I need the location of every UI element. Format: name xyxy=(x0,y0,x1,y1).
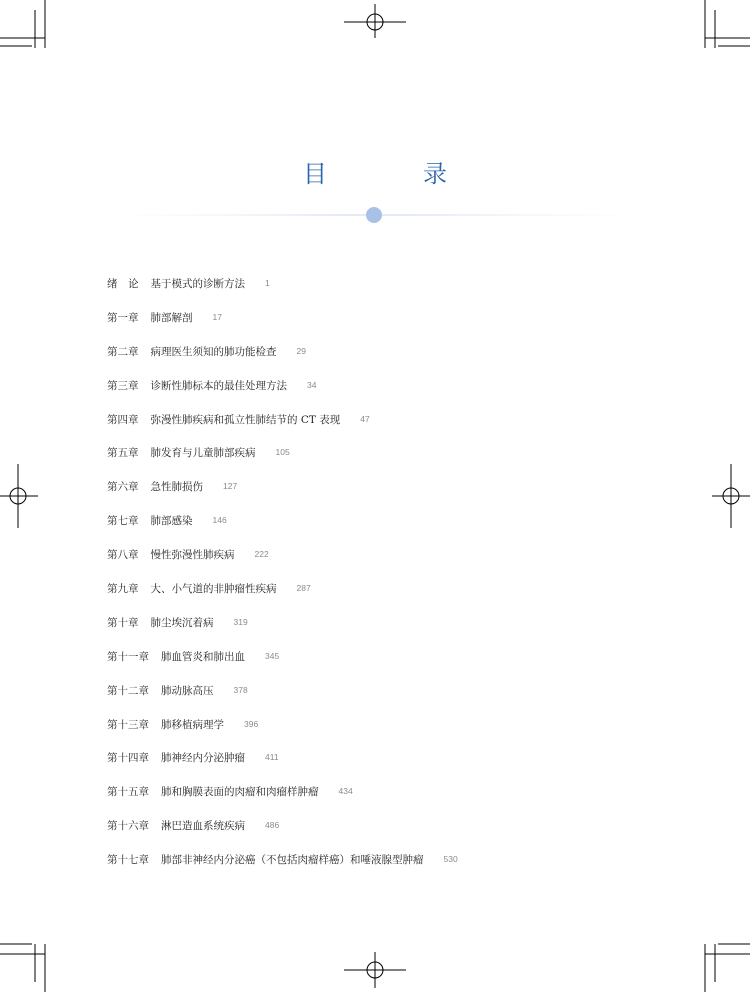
toc-page-number: 434 xyxy=(338,786,353,797)
toc-page-number: 411 xyxy=(265,752,279,763)
crop-mark-top-right xyxy=(705,0,750,48)
toc-page-number: 222 xyxy=(254,549,269,560)
toc-title: 急性肺损伤 xyxy=(150,481,203,494)
toc-title: 病理医生须知的肺功能检查 xyxy=(150,345,277,358)
page-title: 目 录 xyxy=(303,160,483,188)
toc-title: 基于模式的诊断方法 xyxy=(150,278,245,290)
toc-chapter: 第八章 xyxy=(107,549,139,562)
toc-entry[interactable] xyxy=(107,513,458,547)
toc-title: 诊断性肺标本的最佳处理方法 xyxy=(150,379,287,392)
toc-chapter: 第一章 xyxy=(107,311,139,324)
toc-page-number: 345 xyxy=(265,650,280,661)
toc-chapter: 第二章 xyxy=(107,345,139,358)
toc-chapter: 第十章 xyxy=(107,616,139,629)
toc-title: 弥漫性肺疾病和孤立性肺结节的 CT 表现 xyxy=(150,413,341,426)
registration-mark-bottom xyxy=(344,952,406,988)
toc-page-number: 378 xyxy=(233,684,248,695)
toc-chapter: 第十五章 xyxy=(107,786,149,799)
toc-title: 肺部非神经内分泌癌（不包括肉瘤样癌）和唾液腺型肿瘤 xyxy=(161,854,424,867)
toc-page-number: 127 xyxy=(223,481,238,492)
toc-title: 肺移植病理学 xyxy=(161,718,224,731)
toc-entry[interactable] xyxy=(107,750,458,784)
toc-chapter: 第三章 xyxy=(107,379,139,392)
toc-title: 淋巴造血系统疾病 xyxy=(161,820,245,833)
divider-dot-icon xyxy=(366,207,382,223)
toc-page-number: 1 xyxy=(265,278,270,288)
toc-chapter: 第七章 xyxy=(107,515,139,528)
toc-entry[interactable] xyxy=(107,649,458,683)
toc-page-number: 396 xyxy=(244,718,259,729)
toc-title: 大、小气道的非肿瘤性疾病 xyxy=(150,583,277,596)
toc-page-number: 47 xyxy=(360,413,370,424)
toc-page-number: 34 xyxy=(307,379,317,390)
toc-entry[interactable] xyxy=(107,445,458,479)
toc-title: 肺神经内分泌肿瘤 xyxy=(161,752,245,765)
toc-chapter: 第十七章 xyxy=(107,854,149,867)
table-of-contents xyxy=(107,276,458,886)
toc-page-number: 17 xyxy=(212,311,222,322)
toc-entry[interactable] xyxy=(107,276,458,310)
toc-title: 肺血管炎和肺出血 xyxy=(161,650,245,663)
toc-title: 肺和胸膜表面的肉瘤和肉瘤样肿瘤 xyxy=(161,786,319,799)
toc-entry[interactable] xyxy=(107,852,458,886)
toc-chapter: 第十四章 xyxy=(107,752,149,765)
toc-chapter: 第十三章 xyxy=(107,718,149,731)
crop-mark-bottom-left xyxy=(0,944,45,992)
toc-chapter: 第十六章 xyxy=(107,820,149,833)
toc-page-number: 319 xyxy=(233,616,248,627)
toc-entry[interactable] xyxy=(107,378,458,412)
toc-page-number: 146 xyxy=(212,515,227,526)
toc-chapter: 第九章 xyxy=(107,583,139,596)
toc-entry[interactable] xyxy=(107,683,458,717)
toc-entry[interactable] xyxy=(107,344,458,378)
crop-mark-bottom-right xyxy=(705,944,750,992)
toc-page-number: 29 xyxy=(296,345,306,356)
toc-title: 肺发育与儿童肺部疾病 xyxy=(150,447,256,460)
toc-title: 肺部感染 xyxy=(150,515,193,528)
toc-chapter: 第四章 xyxy=(107,413,139,426)
toc-chapter: 第五章 xyxy=(107,447,139,460)
toc-page-number: 486 xyxy=(265,820,280,831)
toc-page-number: 287 xyxy=(296,583,311,594)
toc-title: 慢性弥漫性肺疾病 xyxy=(150,549,235,562)
toc-entry[interactable] xyxy=(107,615,458,649)
toc-chapter: 第十一章 xyxy=(107,650,149,663)
toc-entry[interactable] xyxy=(107,547,458,581)
toc-entry[interactable] xyxy=(107,717,458,751)
toc-entry[interactable] xyxy=(107,310,458,344)
toc-title: 肺尘埃沉着病 xyxy=(150,616,214,629)
toc-entry[interactable] xyxy=(107,784,458,818)
title-divider xyxy=(106,205,642,225)
toc-title: 肺部解剖 xyxy=(150,311,193,324)
registration-mark-right xyxy=(712,464,750,528)
toc-entry[interactable] xyxy=(107,479,458,513)
toc-title: 肺动脉高压 xyxy=(161,684,214,697)
toc-entry[interactable] xyxy=(107,412,458,446)
toc-chapter: 绪 论 xyxy=(107,278,139,290)
registration-mark-left xyxy=(0,464,38,528)
toc-entry[interactable] xyxy=(107,581,458,615)
toc-entry[interactable] xyxy=(107,818,458,852)
registration-mark-top xyxy=(344,4,406,38)
toc-chapter: 第六章 xyxy=(107,481,139,494)
crop-mark-top-left xyxy=(0,0,45,48)
toc-page-number: 530 xyxy=(443,854,458,865)
toc-chapter: 第十二章 xyxy=(107,684,149,697)
toc-page-number: 105 xyxy=(275,447,290,458)
